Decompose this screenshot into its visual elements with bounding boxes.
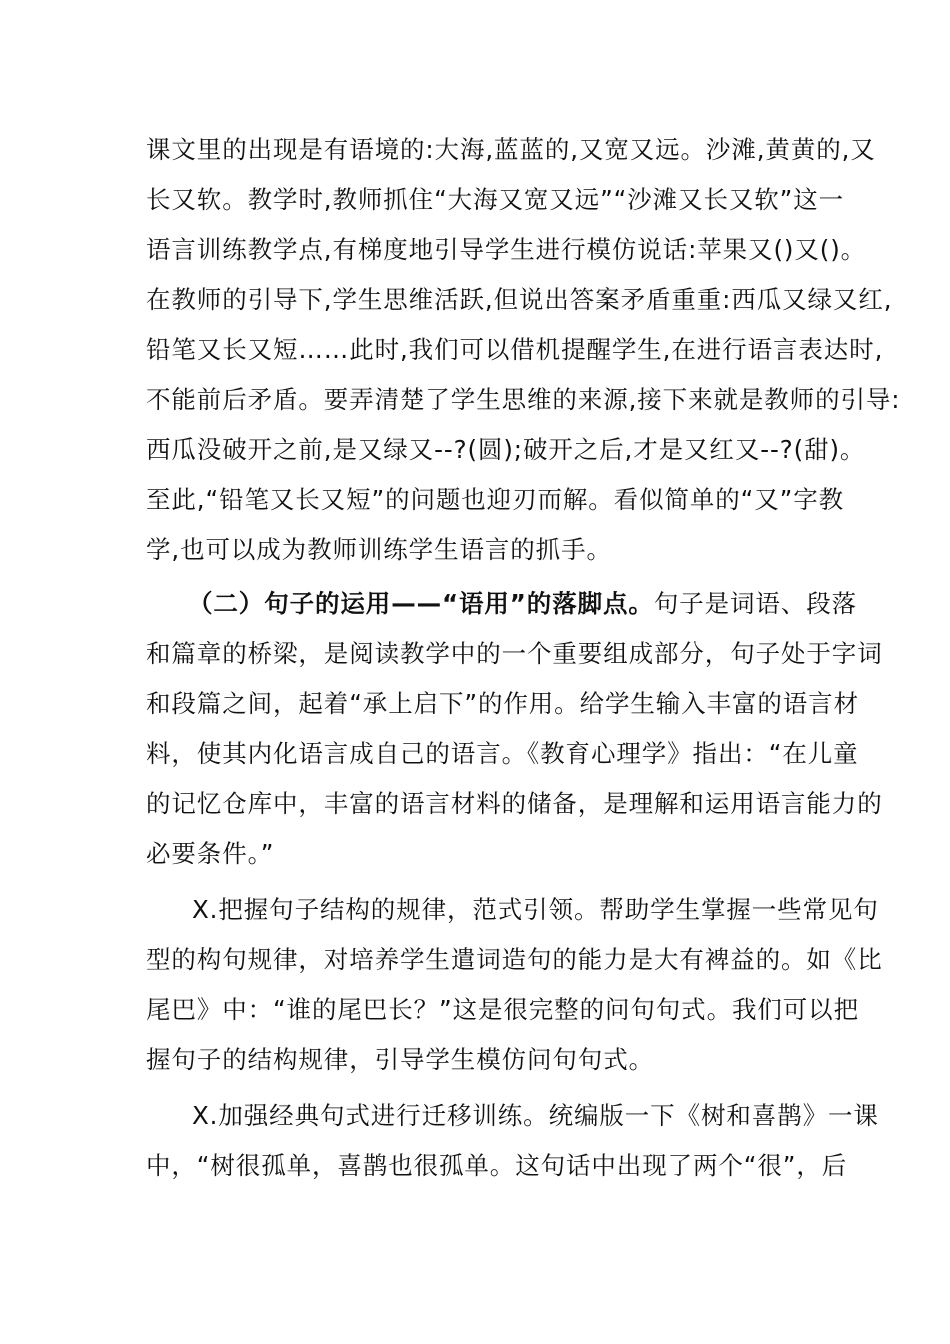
section-line: 和篇章的桥梁，是阅读教学中的一个重要组成部分，句子处于字词: [146, 639, 883, 668]
point-line: X.把握句子结构的规律，范式引领。帮助学生掌握一些常见句: [192, 895, 879, 924]
paragraph-line: 不能前后矛盾。要弄清楚了学生思维的来源,接下来就是教师的引导:: [146, 385, 901, 414]
section-heading: （二）句子的运用——“语用”的落脚点。: [188, 589, 654, 618]
point-line: 型的构句规律，对培养学生遣词造句的能力是大有裨益的。如《比: [146, 945, 883, 974]
paragraph-line: 学,也可以成为教师训练学生语言的抓手。: [146, 535, 612, 564]
section-line: 和段篇之间，起着“承上启下”的作用。给学生输入丰富的语言材: [146, 689, 859, 718]
section-line: 句子是词语、段落: [653, 589, 858, 618]
paragraph-line: 在教师的引导下,学生思维活跃,但说出答案矛盾重重:西瓜又绿又红,: [146, 285, 893, 314]
section-line: 必要条件。”: [146, 839, 275, 868]
paragraph-line: 铅笔又长又短……此时,我们可以借机提醒学生,在进行语言表达时,: [146, 335, 884, 364]
paragraph-line: 长又软。教学时,教师抓住“大海又宽又远”“沙滩又长又软”这一: [146, 185, 845, 214]
paragraph-line: 课文里的出现是有语境的:大海,蓝蓝的,又宽又远。沙滩,黄黄的,又: [146, 135, 876, 164]
point-line: 握句子的结构规律，引导学生模仿问句句式。: [146, 1045, 654, 1074]
point-line: 尾巴》中：“谁的尾巴长？”这是很完整的问句句式。我们可以把: [146, 995, 859, 1024]
section-first-line: [188, 588, 857, 620]
point-line: X.加强经典句式进行迁移训练。统编版一下《树和喜鹊》一课: [192, 1101, 879, 1130]
section-line: 料，使其内化语言成自己的语言。《教育心理学》指出：“在儿童: [146, 739, 859, 768]
section-line: 的记忆仓库中，丰富的语言材料的储备，是理解和运用语言能力的: [146, 789, 883, 818]
paragraph-line: 西瓜没破开之前,是又绿又--?(圆);破开之后,才是又红又--?(甜)。: [146, 435, 866, 464]
point-line: 中，“树很孤单，喜鹊也很孤单。这句话中出现了两个“很”，后: [146, 1151, 848, 1180]
paragraph-line: 语言训练教学点,有梯度地引导学生进行模仿说话:苹果又()又()。: [146, 235, 867, 264]
paragraph-line: 至此,“铅笔又长又短”的问题也迎刃而解。看似简单的“又”字教: [146, 485, 845, 514]
